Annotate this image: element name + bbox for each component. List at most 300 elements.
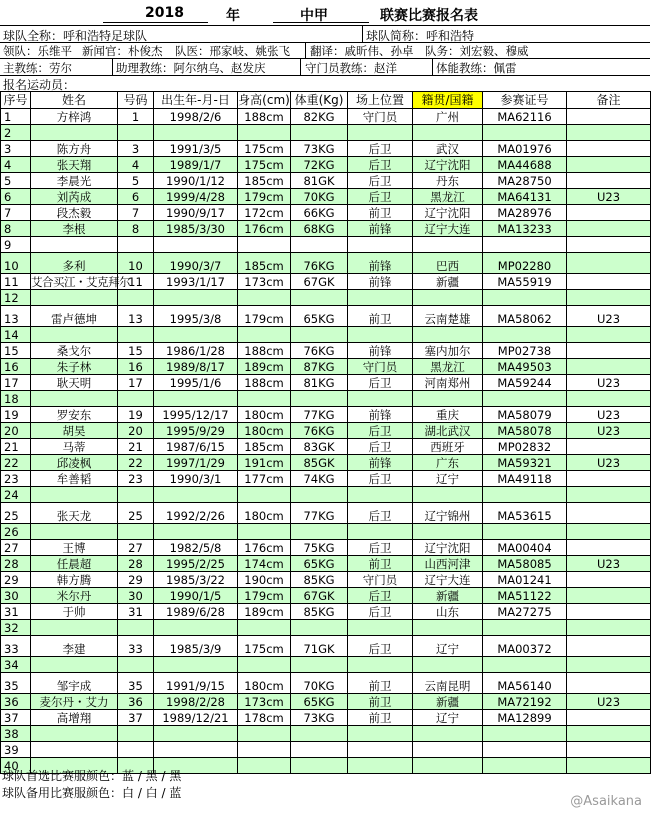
cell-height: 185cm (238, 173, 291, 189)
cell-number: 4 (118, 157, 154, 173)
cell-origin: 辽宁大连 (413, 221, 483, 237)
cell-name: 张天翔 (31, 157, 118, 173)
cell-license: MA62116 (483, 109, 567, 125)
cell-license: MA01241 (483, 572, 567, 588)
cell-license (483, 726, 567, 742)
cell-position: 前锋 (348, 407, 413, 423)
cell-notes (567, 359, 651, 375)
cell-height (238, 487, 291, 503)
table-row (1, 556, 651, 572)
cell-birthdate: 1992/2/26 (154, 503, 238, 524)
table-row (1, 710, 651, 726)
cell-license: MA64131 (483, 189, 567, 205)
cell-origin (413, 125, 483, 141)
cell-position: 前卫 (348, 673, 413, 694)
cell-weight: 67GK (291, 588, 348, 604)
cell-license (483, 758, 567, 774)
cell-origin: 武汉 (413, 141, 483, 157)
cell-position: 后卫 (348, 636, 413, 657)
cell-notes: U23 (567, 375, 651, 391)
cell-name: 马蒂 (31, 439, 118, 455)
table-row (1, 423, 651, 439)
cell-weight: 71GK (291, 636, 348, 657)
cell-license: MP02832 (483, 439, 567, 455)
cell-name: 艾合买江・艾克拜尔 (31, 274, 130, 289)
cell-notes (567, 503, 651, 524)
title-year: 2018 (145, 5, 184, 21)
cell-weight: 82KG (291, 109, 348, 125)
cell-birthdate: 1990/1/5 (154, 588, 238, 604)
cell-name: 方梓鸿 (31, 109, 118, 125)
cell-weight (291, 487, 348, 503)
cell-name: 多利 (31, 253, 118, 274)
cell-index: 36 (1, 694, 31, 710)
cell-license: MA12899 (483, 710, 567, 726)
cell-origin: 新疆 (413, 694, 483, 710)
cell-origin (413, 327, 483, 343)
cell-index: 16 (1, 359, 31, 375)
cell-name (31, 391, 118, 407)
cell-number: 28 (118, 556, 154, 572)
cell-position: 守门员 (348, 572, 413, 588)
cell-birthdate: 1990/1/12 (154, 173, 238, 189)
cell-license: MA27275 (483, 604, 567, 620)
cell-weight (291, 125, 348, 141)
cell-position: 后卫 (348, 157, 413, 173)
cell-number: 22 (118, 455, 154, 471)
cell-origin: 辽宁沈阳 (413, 205, 483, 221)
cell-number (118, 487, 154, 503)
table-row (1, 673, 651, 694)
cell-notes: U23 (567, 423, 651, 439)
cell-index: 38 (1, 726, 31, 742)
cell-number: 30 (118, 588, 154, 604)
cell-birthdate: 1982/5/8 (154, 540, 238, 556)
header-license: 参赛证号 (483, 92, 567, 109)
cell-position: 前锋 (348, 221, 413, 237)
cell-origin: 丹东 (413, 173, 483, 189)
watermark: @Asaikana (570, 794, 642, 809)
cell-origin: 广东 (413, 455, 483, 471)
cell-weight: 68KG (291, 221, 348, 237)
cell-notes (567, 673, 651, 694)
cell-weight (291, 327, 348, 343)
cell-height: 189cm (238, 359, 291, 375)
cell-name: 耿天明 (31, 375, 118, 391)
cell-notes: U23 (567, 556, 651, 572)
cell-birthdate (154, 487, 238, 503)
primary-kit-colors: 球队首选比赛服颜色：蓝 / 黑 / 黑 (2, 769, 182, 783)
cell-weight (291, 290, 348, 306)
cell-license: MA00404 (483, 540, 567, 556)
cell-index: 25 (1, 503, 31, 524)
cell-birthdate: 1998/2/28 (154, 694, 238, 710)
cell-position: 前卫 (348, 205, 413, 221)
staff-row-1 (0, 42, 650, 59)
cell-weight: 81KG (291, 375, 348, 391)
table-row (1, 657, 651, 673)
cell-position (348, 657, 413, 673)
cell-name: 陈方舟 (31, 141, 118, 157)
cell-position: 守门员 (348, 109, 413, 125)
cell-number (118, 620, 154, 636)
cell-weight (291, 726, 348, 742)
cell-license: MA01976 (483, 141, 567, 157)
cell-notes: U23 (567, 407, 651, 423)
cell-number: 37 (118, 710, 154, 726)
cell-height: 189cm (238, 604, 291, 620)
table-row (1, 694, 651, 710)
cell-birthdate (154, 237, 238, 253)
cell-license: MA53615 (483, 503, 567, 524)
cell-notes (567, 742, 651, 758)
cell-index: 7 (1, 205, 31, 221)
cell-name: 李根 (31, 221, 118, 237)
cell-birthdate (154, 327, 238, 343)
cell-notes (567, 636, 651, 657)
cell-notes (567, 109, 651, 125)
cell-origin: 黑龙江 (413, 189, 483, 205)
cell-index: 12 (1, 290, 31, 306)
cell-number (118, 524, 154, 540)
cell-notes (567, 274, 651, 290)
cell-index: 13 (1, 306, 31, 327)
cell-origin: 广州 (413, 109, 483, 125)
table-row (1, 221, 651, 237)
cell-weight: 67GK (291, 274, 348, 290)
cell-license: MA51122 (483, 588, 567, 604)
cell-weight: 75KG (291, 540, 348, 556)
cell-name: 李建 (31, 636, 118, 657)
cell-number: 21 (118, 439, 154, 455)
cell-name (31, 487, 118, 503)
cell-name (31, 524, 118, 540)
header-origin: 籍贯/国籍 (413, 92, 483, 109)
cell-height: 180cm (238, 423, 291, 439)
cell-origin: 辽宁锦州 (413, 503, 483, 524)
cell-height (238, 524, 291, 540)
cell-number: 5 (118, 173, 154, 189)
cell-number: 29 (118, 572, 154, 588)
cell-weight (291, 391, 348, 407)
cell-name: 罗安东 (31, 407, 118, 423)
cell-index: 17 (1, 375, 31, 391)
cell-origin (413, 487, 483, 503)
cell-name: 李晨光 (31, 173, 118, 189)
cell-origin: 山西河津 (413, 556, 483, 572)
cell-notes (567, 471, 651, 487)
cell-position (348, 524, 413, 540)
cell-notes (567, 657, 651, 673)
cell-index: 21 (1, 439, 31, 455)
cell-index: 27 (1, 540, 31, 556)
cell-weight (291, 237, 348, 253)
cell-notes (567, 540, 651, 556)
cell-notes (567, 487, 651, 503)
cell-notes (567, 726, 651, 742)
head-coach: 主教练：劳尔 (3, 61, 72, 75)
cell-index: 18 (1, 391, 31, 407)
cell-name: 高增翔 (31, 710, 118, 726)
press-officer: 新闻官：朴俊杰 (82, 44, 163, 58)
table-row (1, 359, 651, 375)
cell-number: 20 (118, 423, 154, 439)
team-name-row (0, 25, 650, 43)
cell-notes (567, 524, 651, 540)
cell-position: 前锋 (348, 253, 413, 274)
cell-position: 前卫 (348, 556, 413, 572)
roster-table (0, 91, 651, 774)
team-full-name: 球队全称：呼和浩特足球队 (3, 29, 148, 43)
cell-birthdate (154, 657, 238, 673)
cell-notes (567, 125, 651, 141)
cell-index: 19 (1, 407, 31, 423)
team-affairs: 队务：刘宏毅、穆威 (425, 44, 529, 58)
cell-position: 前锋 (348, 274, 413, 290)
cell-weight: 65KG (291, 306, 348, 327)
cell-index: 32 (1, 620, 31, 636)
cell-name (31, 125, 118, 141)
cell-weight: 77KG (291, 503, 348, 524)
cell-name (31, 327, 118, 343)
cell-license (483, 620, 567, 636)
cell-position: 前锋 (348, 343, 413, 359)
cell-index: 40 (1, 758, 31, 774)
table-row (1, 391, 651, 407)
cell-index: 33 (1, 636, 31, 657)
cell-name: 胡昊 (31, 423, 118, 439)
title-league: 中甲 (300, 8, 328, 24)
cell-height: 191cm (238, 455, 291, 471)
cell-origin: 山东 (413, 604, 483, 620)
table-row (1, 604, 651, 620)
cell-origin: 湖北武汉 (413, 423, 483, 439)
cell-notes (567, 141, 651, 157)
cell-position: 后卫 (348, 173, 413, 189)
cell-origin (413, 290, 483, 306)
cell-index: 29 (1, 572, 31, 588)
cell-birthdate: 1990/3/1 (154, 471, 238, 487)
cell-origin (413, 657, 483, 673)
cell-height: 185cm (238, 253, 291, 274)
cell-position: 前卫 (348, 306, 413, 327)
cell-origin (413, 391, 483, 407)
table-row (1, 726, 651, 742)
cell-name (31, 290, 118, 306)
table-row (1, 343, 651, 359)
cell-position: 后卫 (348, 423, 413, 439)
cell-notes (567, 620, 651, 636)
cell-birthdate: 1991/3/5 (154, 141, 238, 157)
cell-origin: 辽宁 (413, 636, 483, 657)
cell-license: MA56140 (483, 673, 567, 694)
title-nian: 年 (226, 8, 240, 24)
cell-name: 雷卢德坤 (31, 306, 118, 327)
cell-height: 178cm (238, 710, 291, 726)
cell-birthdate: 1990/9/17 (154, 205, 238, 221)
cell-birthdate: 1995/1/6 (154, 375, 238, 391)
cell-origin: 新疆 (413, 588, 483, 604)
cell-license: MA58062 (483, 306, 567, 327)
cell-height: 174cm (238, 556, 291, 572)
table-row (1, 290, 651, 306)
cell-position: 后卫 (348, 503, 413, 524)
cell-height (238, 125, 291, 141)
cell-weight (291, 742, 348, 758)
cell-position (348, 125, 413, 141)
table-row (1, 487, 651, 503)
cell-number (118, 391, 154, 407)
goalkeeper-coach: 守门员教练：赵洋 (305, 61, 397, 75)
cell-index: 37 (1, 710, 31, 726)
cell-name: 桑戈尔 (31, 343, 118, 359)
cell-number: 11 (118, 274, 154, 290)
cell-birthdate: 1995/12/17 (154, 407, 238, 423)
cell-license (483, 237, 567, 253)
cell-name: 刘芮成 (31, 189, 118, 205)
cell-position: 前锋 (348, 455, 413, 471)
cell-weight: 73KG (291, 141, 348, 157)
cell-license: MA00372 (483, 636, 567, 657)
table-row (1, 524, 651, 540)
cell-origin (413, 524, 483, 540)
table-row (1, 109, 651, 125)
cell-origin: 巴西 (413, 253, 483, 274)
cell-index: 34 (1, 657, 31, 673)
cell-birthdate: 1997/1/29 (154, 455, 238, 471)
cell-height: 175cm (238, 141, 291, 157)
cell-weight (291, 657, 348, 673)
table-row (1, 141, 651, 157)
cell-license: MA59244 (483, 375, 567, 391)
cell-name: 于帅 (31, 604, 118, 620)
cell-origin (413, 726, 483, 742)
cell-birthdate: 1989/8/17 (154, 359, 238, 375)
cell-number: 19 (118, 407, 154, 423)
cell-name: 麦尔丹・艾力 (31, 694, 118, 710)
cell-birthdate: 1995/2/25 (154, 556, 238, 572)
cell-number: 25 (118, 503, 154, 524)
cell-notes (567, 173, 651, 189)
cell-index: 9 (1, 237, 31, 253)
table-row (1, 439, 651, 455)
cell-license: MA49118 (483, 471, 567, 487)
cell-number (118, 657, 154, 673)
table-row (1, 237, 651, 253)
cell-name: 朱子林 (31, 359, 118, 375)
cell-position: 后卫 (348, 141, 413, 157)
cell-name: 邹宇成 (31, 673, 118, 694)
cell-name: 韩方腾 (31, 572, 118, 588)
cell-license: MA49503 (483, 359, 567, 375)
cell-name: 段杰毅 (31, 205, 118, 221)
header-weight: 体重(Kg) (291, 92, 348, 109)
cell-birthdate (154, 290, 238, 306)
cell-height (238, 726, 291, 742)
cell-notes (567, 237, 651, 253)
cell-notes (567, 710, 651, 726)
cell-number (118, 125, 154, 141)
backup-kit-colors: 球队备用比赛服颜色：白 / 白 / 蓝 (2, 786, 182, 800)
cell-birthdate (154, 742, 238, 758)
cell-number: 33 (118, 636, 154, 657)
table-row (1, 306, 651, 327)
cell-number: 8 (118, 221, 154, 237)
cell-birthdate: 1986/1/28 (154, 343, 238, 359)
cell-position (348, 726, 413, 742)
cell-height (238, 657, 291, 673)
cell-birthdate: 1995/3/8 (154, 306, 238, 327)
cell-index: 2 (1, 125, 31, 141)
form-title (0, 3, 650, 25)
cell-birthdate: 1995/9/29 (154, 423, 238, 439)
cell-position (348, 290, 413, 306)
cell-position (348, 487, 413, 503)
cell-notes (567, 253, 651, 274)
cell-birthdate (154, 391, 238, 407)
cell-birthdate: 1998/2/6 (154, 109, 238, 125)
table-row (1, 455, 651, 471)
table-row (1, 471, 651, 487)
cell-index: 11 (1, 274, 31, 290)
cell-license: MP02280 (483, 253, 567, 274)
cell-birthdate: 1993/1/17 (154, 274, 238, 290)
cell-position: 后卫 (348, 588, 413, 604)
cell-weight: 74KG (291, 471, 348, 487)
cell-notes: U23 (567, 694, 651, 710)
cell-position: 后卫 (348, 604, 413, 620)
fitness-coach: 体能教练：佩雷 (436, 61, 517, 75)
cell-weight: 77KG (291, 407, 348, 423)
cell-height: 176cm (238, 540, 291, 556)
cell-number: 6 (118, 189, 154, 205)
staff-row-2 (0, 59, 650, 76)
cell-license (483, 742, 567, 758)
cell-number (118, 742, 154, 758)
cell-origin: 重庆 (413, 407, 483, 423)
cell-notes (567, 157, 651, 173)
cell-name (31, 742, 118, 758)
cell-origin (413, 758, 483, 774)
cell-weight: 65KG (291, 694, 348, 710)
cell-height: 188cm (238, 343, 291, 359)
cell-origin: 河南郑州 (413, 375, 483, 391)
cell-license (483, 327, 567, 343)
cell-license: MA58079 (483, 407, 567, 423)
cell-name (31, 237, 118, 253)
table-row (1, 620, 651, 636)
cell-position: 守门员 (348, 359, 413, 375)
team-doctor: 队医：邢家岐、姚张飞 (175, 44, 290, 58)
cell-origin: 西班牙 (413, 439, 483, 455)
cell-birthdate: 1987/6/15 (154, 439, 238, 455)
cell-number: 13 (118, 306, 154, 327)
table-row (1, 125, 651, 141)
cell-position: 后卫 (348, 189, 413, 205)
table-row (1, 205, 651, 221)
cell-height (238, 290, 291, 306)
cell-birthdate: 1985/3/9 (154, 636, 238, 657)
cell-license: MA72192 (483, 694, 567, 710)
cell-license (483, 524, 567, 540)
cell-birthdate: 1990/3/7 (154, 253, 238, 274)
cell-weight: 85KG (291, 572, 348, 588)
cell-license (483, 125, 567, 141)
cell-position: 后卫 (348, 439, 413, 455)
cell-height: 188cm (238, 375, 291, 391)
cell-height: 179cm (238, 588, 291, 604)
cell-notes (567, 758, 651, 774)
